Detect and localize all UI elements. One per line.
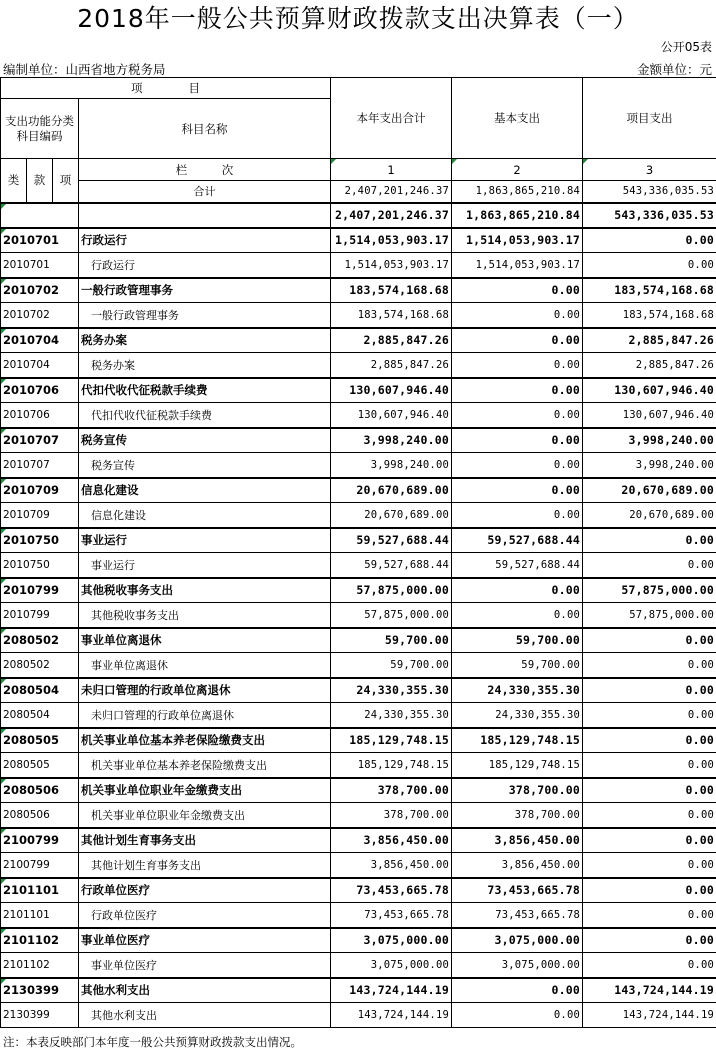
table-row: [1, 278, 716, 303]
header-project: 项目支出: [583, 78, 716, 159]
subrow-name: 信息化建设: [79, 503, 331, 528]
row-project: 130,607,946.40: [583, 378, 716, 403]
subrow-total: 59,700.00: [331, 653, 452, 678]
subrow-code: 2010707: [1, 453, 79, 478]
row-basic: 0.00: [452, 478, 583, 503]
row-name: 机关事业单位基本养老保险缴费支出: [79, 728, 331, 753]
row-name: 事业运行: [79, 528, 331, 553]
row-total: 3,856,450.00: [331, 828, 452, 853]
subrow-project: 0.00: [583, 853, 716, 878]
row-total: 59,527,688.44: [331, 528, 452, 553]
subrow-basic: 3,075,000.00: [452, 953, 583, 978]
row-code: 2010707: [1, 428, 79, 453]
subrow-basic: 0.00: [452, 303, 583, 328]
page-title: 2018年一般公共预算财政拨款支出决算表（一）: [77, 4, 639, 33]
table-subrow: [1, 653, 716, 678]
footnote: 注：本表反映部门本年度一般公共预算财政拨款支出情况。: [3, 1035, 302, 1049]
row-name: 行政运行: [79, 228, 331, 253]
subrow-project: 183,574,168.68: [583, 303, 716, 328]
subrow-total: 3,856,450.00: [331, 853, 452, 878]
header-func-code: 支出功能分类科目编码: [1, 99, 79, 159]
table-row: [1, 228, 716, 253]
header-lei: 类: [1, 159, 27, 203]
subrow-total: 378,700.00: [331, 803, 452, 828]
header-basic: 基本支出: [452, 78, 583, 159]
row-project: 0.00: [583, 228, 716, 253]
subrow-name: 事业单位医疗: [79, 953, 331, 978]
subrow-basic: 3,856,450.00: [452, 853, 583, 878]
header-subject-name: 科目名称: [79, 99, 331, 159]
subrow-name: 其他水利支出: [79, 1003, 331, 1028]
totals-total: 2,407,201,246.37: [331, 181, 452, 203]
row-code: 2010750: [1, 528, 79, 553]
row-project: 0.00: [583, 928, 716, 953]
subrow-project: 0.00: [583, 803, 716, 828]
row-code: 2101101: [1, 878, 79, 903]
subrow-code: 2010709: [1, 503, 79, 528]
subrow-code: 2101102: [1, 953, 79, 978]
row-name: 一般行政管理事务: [79, 278, 331, 303]
table-row: [1, 878, 716, 903]
row-project: 0.00: [583, 828, 716, 853]
subrow-basic: 1,514,053,903.17: [452, 253, 583, 278]
subrow-code: 2080504: [1, 703, 79, 728]
subrow-basic: 0.00: [452, 503, 583, 528]
row-name: 机关事业单位职业年金缴费支出: [79, 778, 331, 803]
table-subrow: [1, 403, 716, 428]
subrow-project: 0.00: [583, 753, 716, 778]
subrow-name: 未归口管理的行政单位离退休: [79, 703, 331, 728]
row-basic: 1,514,053,903.17: [452, 228, 583, 253]
row-basic: 378,700.00: [452, 778, 583, 803]
subrow-basic: 0.00: [452, 603, 583, 628]
table-row: [1, 778, 716, 803]
row-name: 行政单位医疗: [79, 878, 331, 903]
subrow-name: 代扣代收代征税款手续费: [79, 403, 331, 428]
subrow-basic: 0.00: [452, 353, 583, 378]
row-project: 2,885,847.26: [583, 328, 716, 353]
row-total: 73,453,665.78: [331, 878, 452, 903]
row-basic: 3,856,450.00: [452, 828, 583, 853]
subrow-name: 行政运行: [79, 253, 331, 278]
budget-table: [0, 77, 716, 1028]
row-code: 2010704: [1, 328, 79, 353]
table-subrow: [1, 853, 716, 878]
subrow-project: 3,998,240.00: [583, 453, 716, 478]
row-code: 2010706: [1, 378, 79, 403]
table-subrow: [1, 603, 716, 628]
subrow-name: 事业运行: [79, 553, 331, 578]
subrow-code: 2010750: [1, 553, 79, 578]
subrow-code: 2101101: [1, 903, 79, 928]
header-lanci: 栏 次: [79, 159, 331, 181]
header-col3: 3: [583, 159, 716, 181]
row-name: 其他水利支出: [79, 978, 331, 1003]
subrow-code: 2010706: [1, 403, 79, 428]
table-subrow: [1, 503, 716, 528]
row-basic: 59,700.00: [452, 628, 583, 653]
row-code: 2010709: [1, 478, 79, 503]
row-project: 0.00: [583, 528, 716, 553]
row-project: 0.00: [583, 628, 716, 653]
row-basic: 185,129,748.15: [452, 728, 583, 753]
subrow-basic: 73,453,665.78: [452, 903, 583, 928]
subrow-project: 130,607,946.40: [583, 403, 716, 428]
table-row: [1, 478, 716, 503]
subrow-code: 2010799: [1, 603, 79, 628]
row-code: 2080502: [1, 628, 79, 653]
organization-label: 编制单位：山西省地方税务局: [3, 62, 166, 77]
row-basic: 0.00: [452, 378, 583, 403]
row-code: 2080506: [1, 778, 79, 803]
table-subrow: [1, 953, 716, 978]
header-total: 本年支出合计: [331, 78, 452, 159]
row-code: 2100799: [1, 828, 79, 853]
table-subrow: [1, 553, 716, 578]
subrow-basic: 24,330,355.30: [452, 703, 583, 728]
row-name: 税务宣传: [79, 428, 331, 453]
subrow-basic: 185,129,748.15: [452, 753, 583, 778]
table-subrow: [1, 803, 716, 828]
row-project: 3,998,240.00: [583, 428, 716, 453]
subrow-name: 其他税收事务支出: [79, 603, 331, 628]
subrow-name: 税务办案: [79, 353, 331, 378]
row-basic: 59,527,688.44: [452, 528, 583, 553]
subrow-basic: 59,700.00: [452, 653, 583, 678]
grand-project: 543,336,035.53: [583, 203, 716, 228]
header-xiang: 项: [53, 159, 79, 203]
row-project: 183,574,168.68: [583, 278, 716, 303]
subrow-total: 130,607,946.40: [331, 403, 452, 428]
table-row: [1, 328, 716, 353]
row-basic: 24,330,355.30: [452, 678, 583, 703]
table-subrow: [1, 303, 716, 328]
subrow-code: 2010704: [1, 353, 79, 378]
row-project: 0.00: [583, 728, 716, 753]
table-row: [1, 728, 716, 753]
row-basic: 0.00: [452, 578, 583, 603]
row-project: 0.00: [583, 778, 716, 803]
subrow-name: 其他计划生育事务支出: [79, 853, 331, 878]
table-subrow: [1, 703, 716, 728]
row-project: 0.00: [583, 678, 716, 703]
currency-unit-label: 金额单位：元: [636, 62, 712, 77]
row-basic: 3,075,000.00: [452, 928, 583, 953]
row-total: 2,885,847.26: [331, 328, 452, 353]
subrow-project: 0.00: [583, 553, 716, 578]
subrow-total: 185,129,748.15: [331, 753, 452, 778]
row-project: 57,875,000.00: [583, 578, 716, 603]
subrow-name: 事业单位离退休: [79, 653, 331, 678]
row-basic: 0.00: [452, 328, 583, 353]
row-name: 信息化建设: [79, 478, 331, 503]
subrow-code: 2010702: [1, 303, 79, 328]
subrow-name: 行政单位医疗: [79, 903, 331, 928]
row-name: 代扣代收代征税款手续费: [79, 378, 331, 403]
subrow-name: 税务宣传: [79, 453, 331, 478]
row-basic: 0.00: [452, 428, 583, 453]
subrow-project: 143,724,144.19: [583, 1003, 716, 1028]
row-basic: 0.00: [452, 278, 583, 303]
row-name: 税务办案: [79, 328, 331, 353]
row-code: 2010701: [1, 228, 79, 253]
table-row: [1, 378, 716, 403]
table-row: [1, 428, 716, 453]
grand-basic: 1,863,865,210.84: [452, 203, 583, 228]
grand-total: 2,407,201,246.37: [331, 203, 452, 228]
subrow-code: 2080506: [1, 803, 79, 828]
subrow-name: 机关事业单位基本养老保险缴费支出: [79, 753, 331, 778]
row-project: 0.00: [583, 878, 716, 903]
subrow-project: 0.00: [583, 703, 716, 728]
row-code: 2010799: [1, 578, 79, 603]
row-name: 事业单位离退休: [79, 628, 331, 653]
subrow-total: 24,330,355.30: [331, 703, 452, 728]
subrow-total: 73,453,665.78: [331, 903, 452, 928]
row-code: 2080504: [1, 678, 79, 703]
subrow-total: 20,670,689.00: [331, 503, 452, 528]
row-project: 20,670,689.00: [583, 478, 716, 503]
subrow-basic: 0.00: [452, 1003, 583, 1028]
row-total: 20,670,689.00: [331, 478, 452, 503]
subrow-total: 2,885,847.26: [331, 353, 452, 378]
row-name: 未归口管理的行政单位离退休: [79, 678, 331, 703]
row-total: 57,875,000.00: [331, 578, 452, 603]
table-row: [1, 978, 716, 1003]
row-total: 3,998,240.00: [331, 428, 452, 453]
table-subrow: [1, 253, 716, 278]
row-total: 143,724,144.19: [331, 978, 452, 1003]
row-total: 378,700.00: [331, 778, 452, 803]
row-total: 59,700.00: [331, 628, 452, 653]
subrow-basic: 378,700.00: [452, 803, 583, 828]
subrow-total: 1,514,053,903.17: [331, 253, 452, 278]
row-total: 183,574,168.68: [331, 278, 452, 303]
subrow-basic: 59,527,688.44: [452, 553, 583, 578]
form-number: 公开05表: [660, 40, 712, 54]
row-total: 24,330,355.30: [331, 678, 452, 703]
subrow-basic: 0.00: [452, 453, 583, 478]
subrow-project: 57,875,000.00: [583, 603, 716, 628]
subrow-project: 0.00: [583, 953, 716, 978]
row-basic: 0.00: [452, 978, 583, 1003]
subrow-code: 2080505: [1, 753, 79, 778]
subrow-code: 2130399: [1, 1003, 79, 1028]
subrow-total: 3,075,000.00: [331, 953, 452, 978]
subrow-total: 183,574,168.68: [331, 303, 452, 328]
table-subrow: [1, 353, 716, 378]
totals-project: 543,336,035.53: [583, 181, 716, 203]
header-col1: 1: [331, 159, 452, 181]
header-item: 项 目: [1, 78, 331, 99]
row-code: 2130399: [1, 978, 79, 1003]
table-row: [1, 928, 716, 953]
header-kuan: 款: [27, 159, 53, 203]
totals-basic: 1,863,865,210.84: [452, 181, 583, 203]
header-col2: 2: [452, 159, 583, 181]
row-total: 1,514,053,903.17: [331, 228, 452, 253]
table-row: [1, 628, 716, 653]
row-code: 2010702: [1, 278, 79, 303]
subrow-project: 0.00: [583, 653, 716, 678]
row-basic: 73,453,665.78: [452, 878, 583, 903]
row-code: 2080505: [1, 728, 79, 753]
subrow-project: 2,885,847.26: [583, 353, 716, 378]
table-subrow: [1, 1003, 716, 1028]
row-total: 185,129,748.15: [331, 728, 452, 753]
subrow-total: 3,998,240.00: [331, 453, 452, 478]
subrow-code: 2100799: [1, 853, 79, 878]
subrow-project: 20,670,689.00: [583, 503, 716, 528]
subrow-basic: 0.00: [452, 403, 583, 428]
table-row: [1, 578, 716, 603]
subrow-code: 2010701: [1, 253, 79, 278]
row-code: 2101102: [1, 928, 79, 953]
row-total: 130,607,946.40: [331, 378, 452, 403]
row-name: 其他税收事务支出: [79, 578, 331, 603]
table-row: [1, 528, 716, 553]
subrow-total: 57,875,000.00: [331, 603, 452, 628]
subrow-total: 59,527,688.44: [331, 553, 452, 578]
subrow-name: 机关事业单位职业年金缴费支出: [79, 803, 331, 828]
row-total: 3,075,000.00: [331, 928, 452, 953]
table-subrow: [1, 903, 716, 928]
table-subrow: [1, 753, 716, 778]
table-row: [1, 828, 716, 853]
subrow-total: 143,724,144.19: [331, 1003, 452, 1028]
row-name: 其他计划生育事务支出: [79, 828, 331, 853]
subrow-name: 一般行政管理事务: [79, 303, 331, 328]
row-project: 143,724,144.19: [583, 978, 716, 1003]
subrow-project: 0.00: [583, 903, 716, 928]
row-name: 事业单位医疗: [79, 928, 331, 953]
subrow-project: 0.00: [583, 253, 716, 278]
totals-label: 合计: [79, 181, 331, 203]
table-row: [1, 678, 716, 703]
subrow-code: 2080502: [1, 653, 79, 678]
table-subrow: [1, 453, 716, 478]
